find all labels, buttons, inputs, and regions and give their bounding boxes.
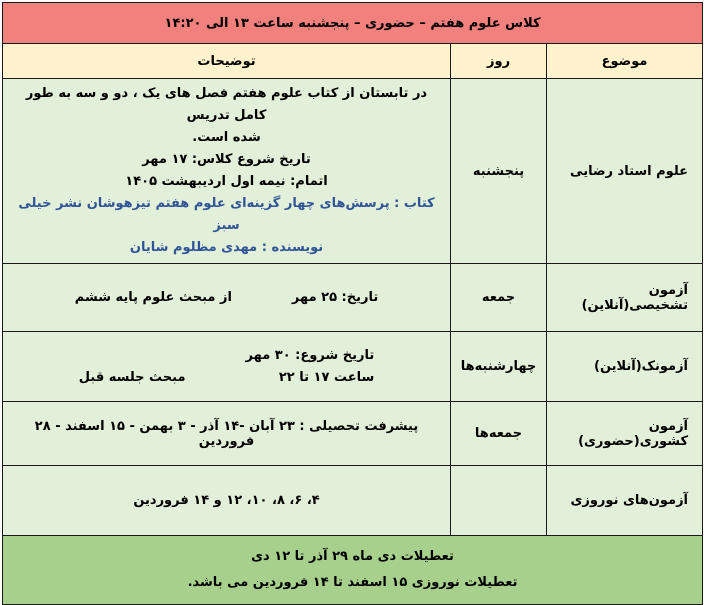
row-description: پیشرفت تحصیلی : ۲۳ آبان -۱۴ آذر - ۳ بهمن - ۱۵ اسفند - ۲۸ فروردین bbox=[3, 402, 451, 466]
table-title: کلاس علوم هفتم – حضوری – پنجشنبه ساعت ۱۳ الی ۱۴:۲۰ bbox=[3, 3, 703, 44]
holiday-line: تعطیلات دی ماه ۲۹ آذر تا ۱۲ دی bbox=[251, 549, 454, 564]
title-row bbox=[3, 3, 703, 44]
row-description bbox=[3, 264, 451, 332]
row-day: جمعه bbox=[451, 264, 547, 332]
table-row-diagnostic-exam bbox=[3, 264, 703, 332]
row-day bbox=[451, 466, 547, 536]
row-description bbox=[3, 332, 451, 402]
row-topic: آزمون‌های نوروزی bbox=[547, 466, 703, 536]
row-day: پنجشنبه bbox=[451, 79, 547, 264]
holiday-line: تعطیلات نوروزی ۱۵ اسفند تا ۱۴ فروردین می باشد. bbox=[187, 575, 518, 590]
row-description bbox=[3, 79, 451, 264]
author-line: نویسنده : مهدی مظلوم شایان bbox=[129, 240, 324, 255]
row-topic: علوم استاد رضایی bbox=[547, 79, 703, 264]
table-row-nowruz-exams bbox=[3, 466, 703, 536]
row-day: جمعه‌ها bbox=[451, 402, 547, 466]
table-row-quiz bbox=[3, 332, 703, 402]
table-row-science-class bbox=[3, 79, 703, 264]
book-line: کتاب : پرسش‌های چهار گزینه‌ای علوم هفتم تیزهوشان نشر خیلی سبز bbox=[18, 196, 435, 233]
desc-line: شده است. bbox=[192, 130, 261, 145]
row-day: چهارشنبه‌ها bbox=[451, 332, 547, 402]
desc-subject: از مبحث علوم پایه ششم bbox=[74, 290, 232, 305]
header-topic: موضوع bbox=[547, 44, 703, 79]
row-topic: آزمون کشوری(حضوری) bbox=[547, 402, 703, 466]
desc-subject: مبحث جلسه قبل bbox=[78, 369, 186, 385]
table-row-national-exam bbox=[3, 402, 703, 466]
desc-start-date: تاریخ شروع: ۳۰ مهر bbox=[245, 347, 375, 363]
row-topic: آزمونک(آنلاین) bbox=[547, 332, 703, 402]
row-topic: آزمون تشخیصی(آنلاین) bbox=[547, 264, 703, 332]
desc-line: اتمام: نیمه اول اردیبهشت ۱۴۰۵ bbox=[125, 174, 328, 189]
footer-row bbox=[3, 536, 703, 605]
row-description: ۴، ۶، ۸، ۱۰، ۱۲ و ۱۴ فروردین bbox=[3, 466, 451, 536]
desc-line: تاریخ شروع کلاس: ۱۷ مهر bbox=[142, 152, 311, 167]
desc-hours: ساعت ۱۷ تا ۲۲ bbox=[278, 369, 375, 385]
desc-line: در تابستان از کتاب علوم هفتم فصل های یک ، دو و سه به طور کامل تدریس bbox=[25, 86, 428, 123]
schedule-table bbox=[2, 2, 703, 605]
header-row bbox=[3, 44, 703, 79]
desc-date: تاریخ: ۲۵ مهر bbox=[291, 290, 379, 305]
header-day: روز bbox=[451, 44, 547, 79]
holiday-notes bbox=[3, 536, 703, 605]
header-description: توضیحات bbox=[3, 44, 451, 79]
